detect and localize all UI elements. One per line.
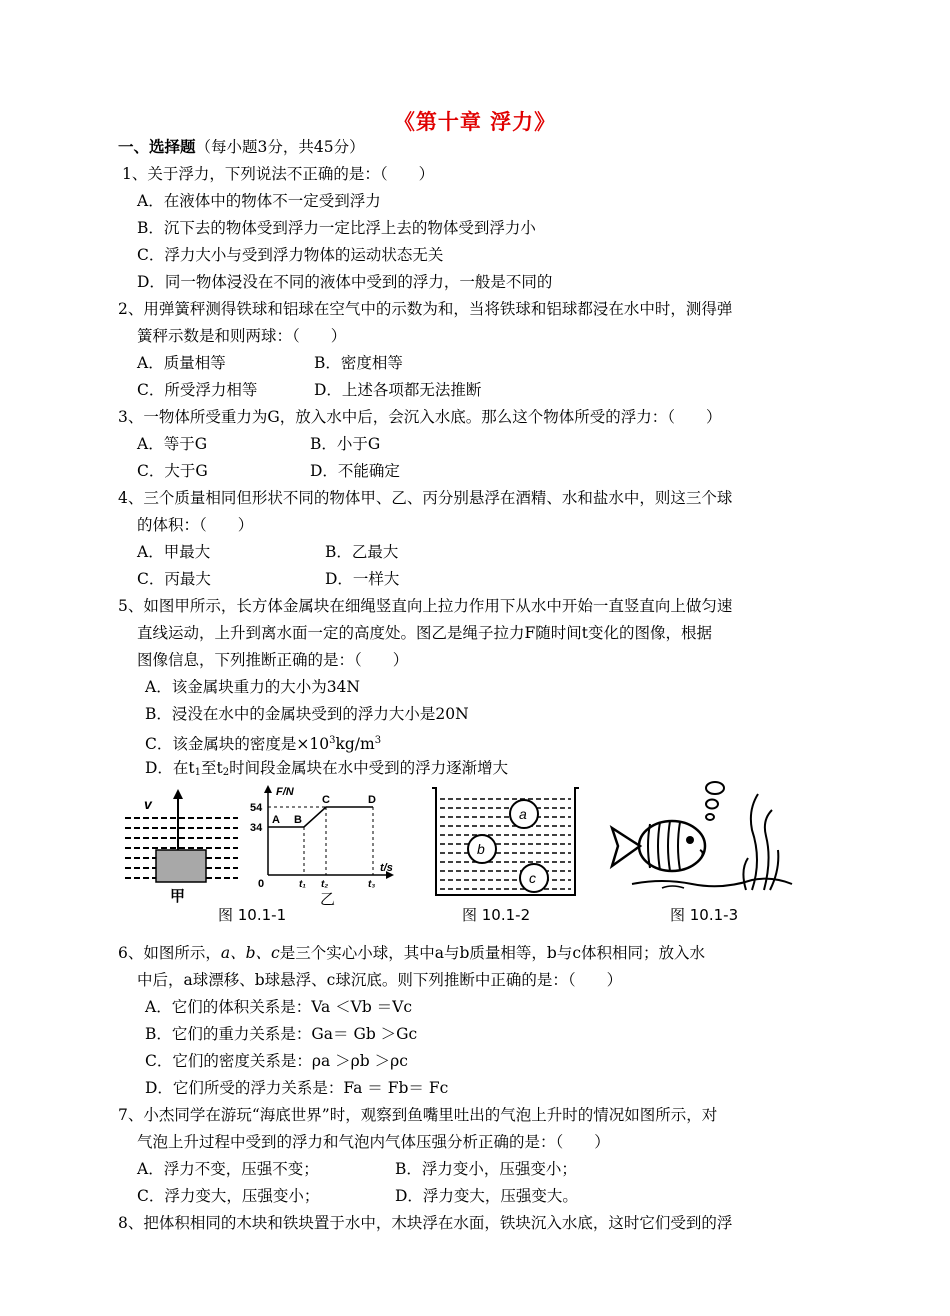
bubble-small: [706, 814, 714, 820]
q5-c-unit-exponent: 3: [374, 735, 382, 746]
tick-54: 54: [250, 802, 263, 814]
q2-option-c: C．所受浮力相等: [137, 381, 258, 399]
q5-option-a: A．该金属块重力的大小为34N: [145, 678, 360, 696]
q5-d-sub2: 2: [222, 767, 230, 778]
q3-option-b: B．小于G: [310, 435, 381, 453]
t1-label: t₁: [299, 879, 306, 890]
figure-jia-block-in-water: [120, 787, 245, 907]
q3-option-d: D．不能确定: [310, 462, 400, 480]
q5-c-text: C．该金属块的密度是×10: [145, 735, 330, 753]
figure-caption-3: 图 10.1-3: [670, 906, 739, 924]
q5-d-text: D．在t: [145, 759, 195, 777]
q2-option-d: D．上述各项都无法推断: [314, 381, 482, 399]
q2-stem-line2: 簧秤示数是和则两球：（ ）: [137, 327, 347, 345]
ball-a-label: a: [519, 806, 527, 822]
figure-fish-bubbles: [602, 780, 802, 898]
q5-d-sub1: 1: [194, 767, 202, 778]
figure-caption-2: 图 10.1-2: [462, 906, 531, 924]
q6-option-c: C．它们的密度关系是：ρa ＞ρb ＞ρc: [145, 1052, 408, 1070]
point-c-label: C: [322, 794, 330, 806]
q4-option-c: C．丙最大: [137, 570, 211, 588]
t3-label: t₃: [368, 879, 376, 890]
t2-label: t₂: [321, 879, 329, 890]
section-note: （每小题3分，共45分）: [195, 138, 365, 156]
point-d-label: D: [368, 794, 376, 806]
q2-option-b: B．密度相等: [314, 354, 403, 372]
q2-stem-line1: 2、用弹簧秤测得铁球和铝球在空气中的示数为和，当将铁球和铝球都浸在水中时，测得弹: [118, 300, 733, 318]
figure-caption-1: 图 10.1-1: [218, 906, 287, 924]
q5-c-exponent: 3: [329, 735, 336, 746]
fish-icon: [612, 821, 705, 871]
q5-stem-line3: 图像信息，下列推断正确的是：（ ）: [137, 651, 409, 669]
q5-option-d: [145, 758, 508, 783]
q6-stem-line2: 中后，a球漂移、b球悬浮、c球沉底。则下列推断中正确的是：（ ）: [137, 971, 623, 989]
q3-stem: 3、一物体所受重力为G，放入水中后，会沉入水底。那么这个物体所受的浮力：（ ）: [118, 408, 722, 426]
q1-option-c: C．浮力大小与受到浮力物体的运动状态无关: [137, 246, 444, 264]
q5-d-rest: 时间段金属块在水中受到的浮力逐渐增大: [229, 759, 509, 777]
jia-label: 甲: [170, 888, 186, 905]
q7-option-c: C．浮力变大，压强变小；: [137, 1187, 320, 1205]
q6-option-b: B．它们的重力关系是：Ga＝ Gb ＞Gc: [145, 1025, 418, 1043]
q4-option-d: D．一样大: [325, 570, 400, 588]
q4-stem-line2: 的体积：（ ）: [137, 516, 254, 534]
q1-option-b: B．沉下去的物体受到浮力一定比浮上去的物体受到浮力小: [137, 219, 536, 237]
q1-option-a: A．在液体中的物体不一定受到浮力: [137, 192, 381, 210]
up-arrow-icon: [173, 789, 183, 799]
q6-stem-line1: [118, 943, 705, 963]
page-title: 《第十章 浮力》: [393, 109, 557, 134]
q7-option-a: A．浮力不变，压强不变；: [137, 1160, 319, 1178]
q7-stem-line2: 气泡上升过程中受到的浮力和气泡内气体压强分析正确的是：（ ）: [137, 1133, 610, 1151]
q3-option-a: A．等于G: [137, 435, 208, 453]
q6-option-a: A．它们的体积关系是：Va ＜Vb ＝Vc: [145, 998, 413, 1016]
q1-stem: 1、关于浮力，下列说法不正确的是：（ ）: [122, 165, 435, 183]
y-axis-arrow-icon: [264, 785, 272, 793]
q2-option-a: A．质量相等: [137, 354, 226, 372]
q4-option-b: B．乙最大: [325, 543, 399, 561]
velocity-label: v: [144, 796, 152, 812]
tick-34: 34: [250, 822, 263, 834]
force-curve: [268, 807, 373, 827]
q4-stem-line1: 4、三个质量相同但形状不同的物体甲、乙、丙分别悬浮在酒精、水和盐水中，则这三个球: [118, 489, 733, 507]
q8-stem-line1: 8、把体积相同的木块和铁块置于水中，木块浮在水面，铁块沉入水底，这时它们受到的浮: [118, 1214, 733, 1232]
figure-yi-force-time-graph: [248, 783, 398, 908]
q5-stem-line1: 5、如图甲所示，长方体金属块在细绳竖直向上拉力作用下从水中开始一直竖直向上做匀速: [118, 597, 733, 615]
seabed-line: [632, 879, 792, 887]
q7-option-b: B．浮力变小，压强变小；: [395, 1160, 577, 1178]
q3-option-c: C．大于G: [137, 462, 208, 480]
yi-label: 乙: [320, 891, 336, 908]
x-axis-title: t/s: [380, 862, 393, 874]
q4-option-a: A．甲最大: [137, 543, 211, 561]
ball-b-label: b: [477, 841, 485, 857]
seabed-rock: [662, 886, 684, 888]
q5-stem-line2: 直线运动，上升到离水面一定的高度处。图乙是绳子拉力F随时间t变化的图像，根据: [137, 624, 712, 642]
origin-label: 0: [258, 878, 265, 890]
q7-stem-line1: 7、小杰同学在游玩“海底世界”时，观察到鱼嘴里吐出的气泡上升时的情况如图所示，对: [118, 1106, 718, 1124]
q6-stem-rest: 是三个实心小球，其中a与b质量相等，b与c体积相同；放入水: [279, 944, 706, 962]
bubble-large: [706, 782, 724, 794]
q7-option-d: D．浮力变大，压强变大。: [395, 1187, 578, 1205]
q5-option-b: B．浸没在水中的金属块受到的浮力大小是20N: [145, 705, 469, 723]
q5-d-mid: 至t: [201, 759, 223, 777]
q5-c-unit: kg/m: [335, 735, 375, 753]
ball-c-label: c: [529, 870, 536, 886]
section-header: [118, 137, 365, 157]
q1-option-d: D．同一物体浸没在不同的液体中受到的浮力，一般是不同的: [137, 273, 553, 291]
point-a-label: A: [272, 814, 280, 826]
q5-option-c: [145, 731, 381, 754]
q6-option-d: D．它们所受的浮力关系是：Fa ＝ Fb＝ Fc: [145, 1079, 449, 1097]
seaweed-icon: [743, 794, 778, 890]
q6-stem-vars: a、b、c: [220, 944, 280, 962]
point-b-label: B: [294, 814, 302, 826]
bubble-medium: [706, 800, 718, 809]
beaker-outline: [432, 788, 579, 895]
q6-stem-prefix: 6、如图所示，: [118, 944, 221, 962]
metal-block: [156, 850, 206, 882]
section-heading: 一、选择题: [118, 137, 196, 156]
figure-three-balls-beaker: [428, 785, 583, 900]
beaker-water-dashes: [440, 799, 571, 889]
y-axis-title: F/N: [276, 786, 294, 798]
